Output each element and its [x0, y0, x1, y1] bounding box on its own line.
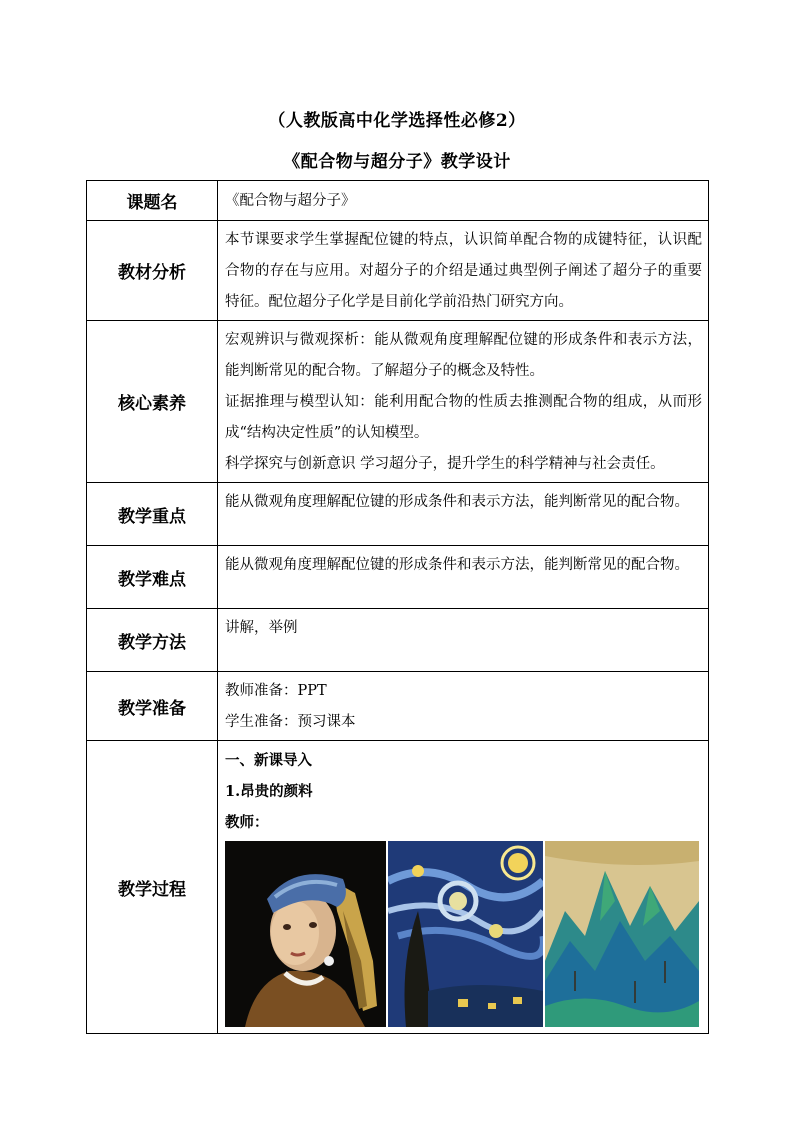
student-preparation: 学生准备：预习课本 [225, 714, 356, 730]
analysis-value [218, 221, 709, 321]
teacher-preparation: 教师准备：PPT [225, 683, 327, 699]
table-row [87, 221, 709, 321]
row-label-preparation: 教学准备 [87, 672, 218, 741]
table-row [87, 672, 709, 741]
landscape-painting-icon [545, 841, 699, 1027]
literacy-paragraph-2: 证据推理与模型认知：能利用配合物的性质去推测配合物的组成，从而形成“结构决定性质”的认知模型。 [225, 394, 702, 441]
process-value [218, 741, 709, 1034]
page-title: 《配合物与超分子》教学设计 [283, 152, 511, 172]
literacy-paragraph-1: 宏观辨识与微观探析：能从微观角度理解配位键的形成条件和表示方法，能判断常见的配合物。了解超分子的概念及特性。 [225, 332, 702, 379]
table-row [87, 483, 709, 546]
table-row [87, 321, 709, 483]
row-label-topic: 课题名 [87, 181, 218, 221]
speaker-label: 教师： [225, 814, 269, 831]
topic-value [218, 181, 709, 221]
methods-text: 讲解，举例 [225, 620, 298, 636]
subsection-heading: 1.昂贵的颜料 [225, 783, 313, 800]
section-heading: 一、新课导入 [225, 752, 312, 769]
analysis-text: 本节课要求学生掌握配位键的特点，认识简单配合物的成键特征，认识配合物的存在与应用。对超分子的介绍是通过典型例子阐述了超分子的重要特征。配位超分子化学是目前化学前沿热门研究方向。 [225, 232, 702, 310]
portrait-painting-icon [225, 841, 386, 1027]
table-row [87, 181, 709, 221]
row-label-key-points: 教学重点 [87, 483, 218, 546]
literacy-paragraph-3: 科学探究与创新意识 学习超分子，提升学生的科学精神与社会责任。 [225, 456, 665, 472]
painting-gallery [225, 841, 702, 1027]
difficult-points-value [218, 546, 709, 609]
row-label-methods: 教学方法 [87, 609, 218, 672]
row-label-process: 教学过程 [87, 741, 218, 1034]
row-label-literacy: 核心素养 [87, 321, 218, 483]
methods-value [218, 609, 709, 672]
lesson-plan-table [86, 180, 709, 1034]
subtitle: （人教版高中化学选择性必修2） [268, 111, 526, 131]
key-points-value [218, 483, 709, 546]
table-row [87, 609, 709, 672]
table-row [87, 741, 709, 1034]
starry-night-painting-icon [388, 841, 543, 1027]
row-label-analysis: 教材分析 [87, 221, 218, 321]
key-points-text: 能从微观角度理解配位键的形成条件和表示方法，能判断常见的配合物。 [225, 494, 689, 510]
preparation-value [218, 672, 709, 741]
row-label-difficult-points: 教学难点 [87, 546, 218, 609]
literacy-value [218, 321, 709, 483]
difficult-points-text: 能从微观角度理解配位键的形成条件和表示方法，能判断常见的配合物。 [225, 557, 689, 573]
topic-text: 《配合物与超分子》 [225, 193, 356, 209]
table-row [87, 546, 709, 609]
